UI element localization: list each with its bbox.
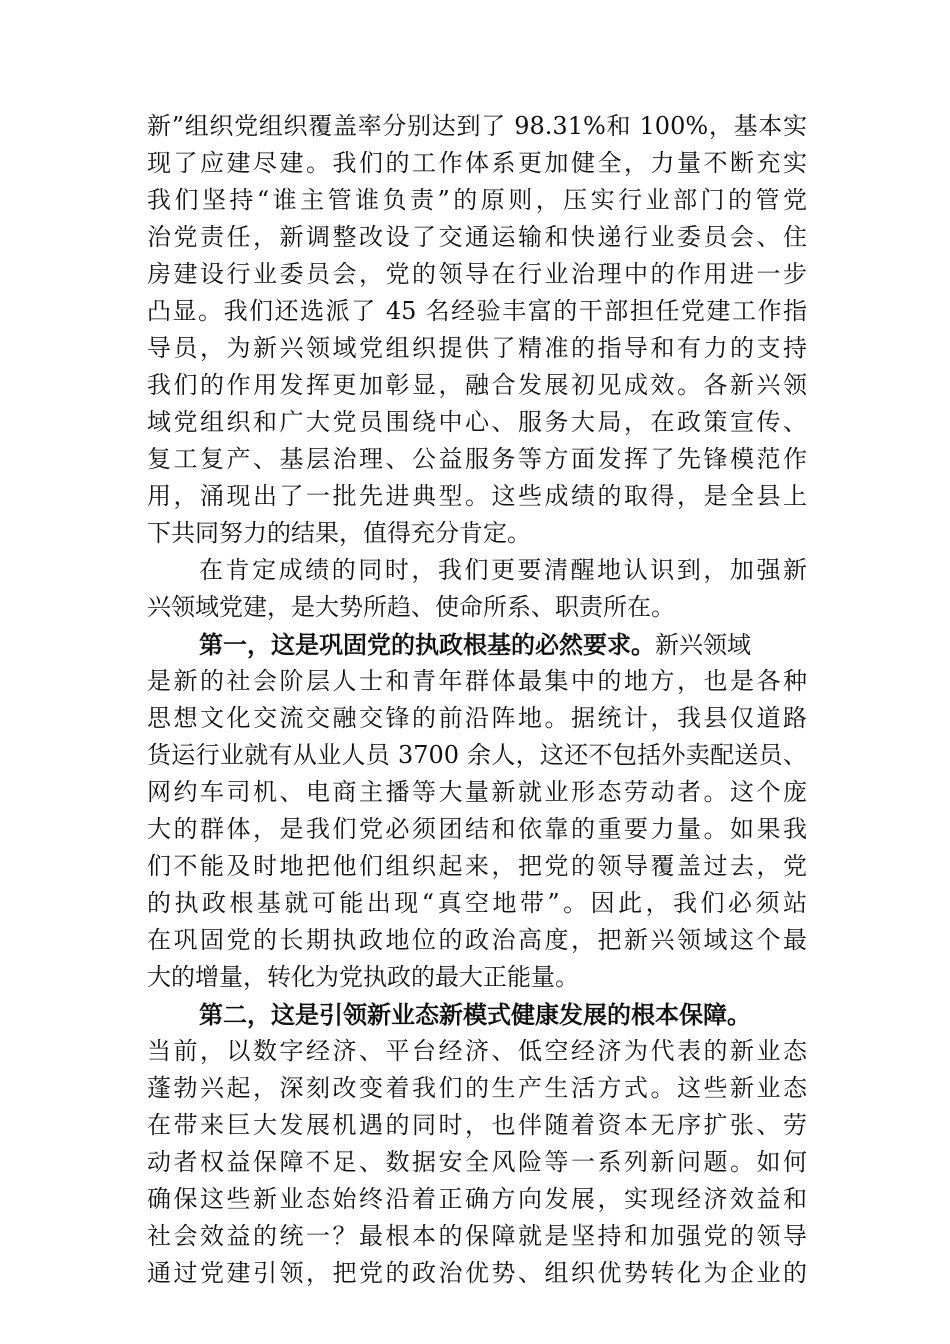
text-line: 域党组织和广大党员围绕中心、服务大局，在政策宣传、 bbox=[147, 408, 807, 436]
text-line: 现了应建尽建。我们的工作体系更加健全，力量不断充实 bbox=[147, 149, 807, 177]
text-line: 复工复产、基层治理、公益服务等方面发挥了先锋模范作 bbox=[147, 445, 807, 473]
text-line: 新”组织党组织覆盖率分别达到了 98.31%和 100%，基本实 bbox=[147, 112, 807, 140]
text-line: 蓬勃兴起，深刻改变着我们的生产生活方式。这些新业态 bbox=[147, 1074, 807, 1102]
text-line: 网约车司机、电商主播等大量新就业形态劳动者。这个庞 bbox=[147, 778, 807, 806]
text-line: 社会效益的统一？最根本的保障就是坚持和加强党的领导 bbox=[147, 1222, 807, 1250]
text-line: 用，涌现出了一批先进典型。这些成绩的取得，是全县上 bbox=[147, 482, 807, 510]
text-line bbox=[199, 626, 807, 663]
text-line: 治党责任，新调整改设了交通运输和快递行业委员会、住 bbox=[147, 223, 807, 251]
text-line: 下共同努力的结果，值得充分肯定。 bbox=[147, 519, 531, 547]
text-line: 动者权益保障不足、数据安全风险等一系列新问题。如何 bbox=[147, 1148, 807, 1176]
text-line: 确保这些新业态始终沿着正确方向发展，实现经济效益和 bbox=[147, 1185, 807, 1213]
text-line: 房建设行业委员会，党的领导在行业治理中的作用进一步 bbox=[147, 260, 807, 288]
section-heading-second: 第二，这是引领新业态新模式健康发展的根本保障。 bbox=[199, 1000, 751, 1029]
text-line: 我们的作用发挥更加彰显，融合发展初见成效。各新兴领 bbox=[147, 371, 807, 399]
section-heading-first: 第一，这是巩固党的执政根基的必然要求。 bbox=[199, 630, 655, 659]
text-line: 们不能及时地把他们组织起来，把党的领导覆盖过去，党 bbox=[147, 852, 807, 880]
text-line: 是新的社会阶层人士和青年群体最集中的地方，也是各种 bbox=[147, 667, 807, 695]
text-line: 我们坚持“谁主管谁负责”的原则，压实行业部门的管党 bbox=[147, 186, 807, 214]
text-line: 凸显。我们还选派了 45 名经验丰富的干部担任党建工作指 bbox=[147, 297, 807, 325]
text-line: 货运行业就有从业人员 3700 余人，这还不包括外卖配送员、 bbox=[147, 741, 807, 769]
text-line: 兴领域党建，是大势所趋、使命所系、职责所在。 bbox=[147, 593, 675, 621]
text-line: 在带来巨大发展机遇的同时，也伴随着资本无序扩张、劳 bbox=[147, 1111, 807, 1139]
text-line: 大的增量，转化为党执政的最大正能量。 bbox=[147, 963, 579, 991]
text-line: 通过党建引领，把党的政治优势、组织优势转化为企业的 bbox=[147, 1259, 807, 1287]
text-line: 的执政根基就可能出现“真空地带”。因此，我们必须站 bbox=[147, 889, 807, 917]
text-run: 新兴领域 bbox=[655, 631, 751, 659]
text-line: 导员，为新兴领域党组织提供了精准的指导和有力的支持 bbox=[147, 334, 807, 362]
text-line: 当前，以数字经济、平台经济、低空经济为代表的新业态 bbox=[147, 1037, 807, 1065]
text-line: 在巩固党的长期执政地位的政治高度，把新兴领域这个最 bbox=[147, 926, 807, 954]
text-line: 大的群体，是我们党必须团结和依靠的重要力量。如果我 bbox=[147, 815, 807, 843]
text-line: 在肯定成绩的同时，我们更要清醒地认识到，加强新 bbox=[199, 556, 807, 584]
text-line: 思想文化交流交融交锋的前沿阵地。据统计，我县仅道路 bbox=[147, 704, 807, 732]
